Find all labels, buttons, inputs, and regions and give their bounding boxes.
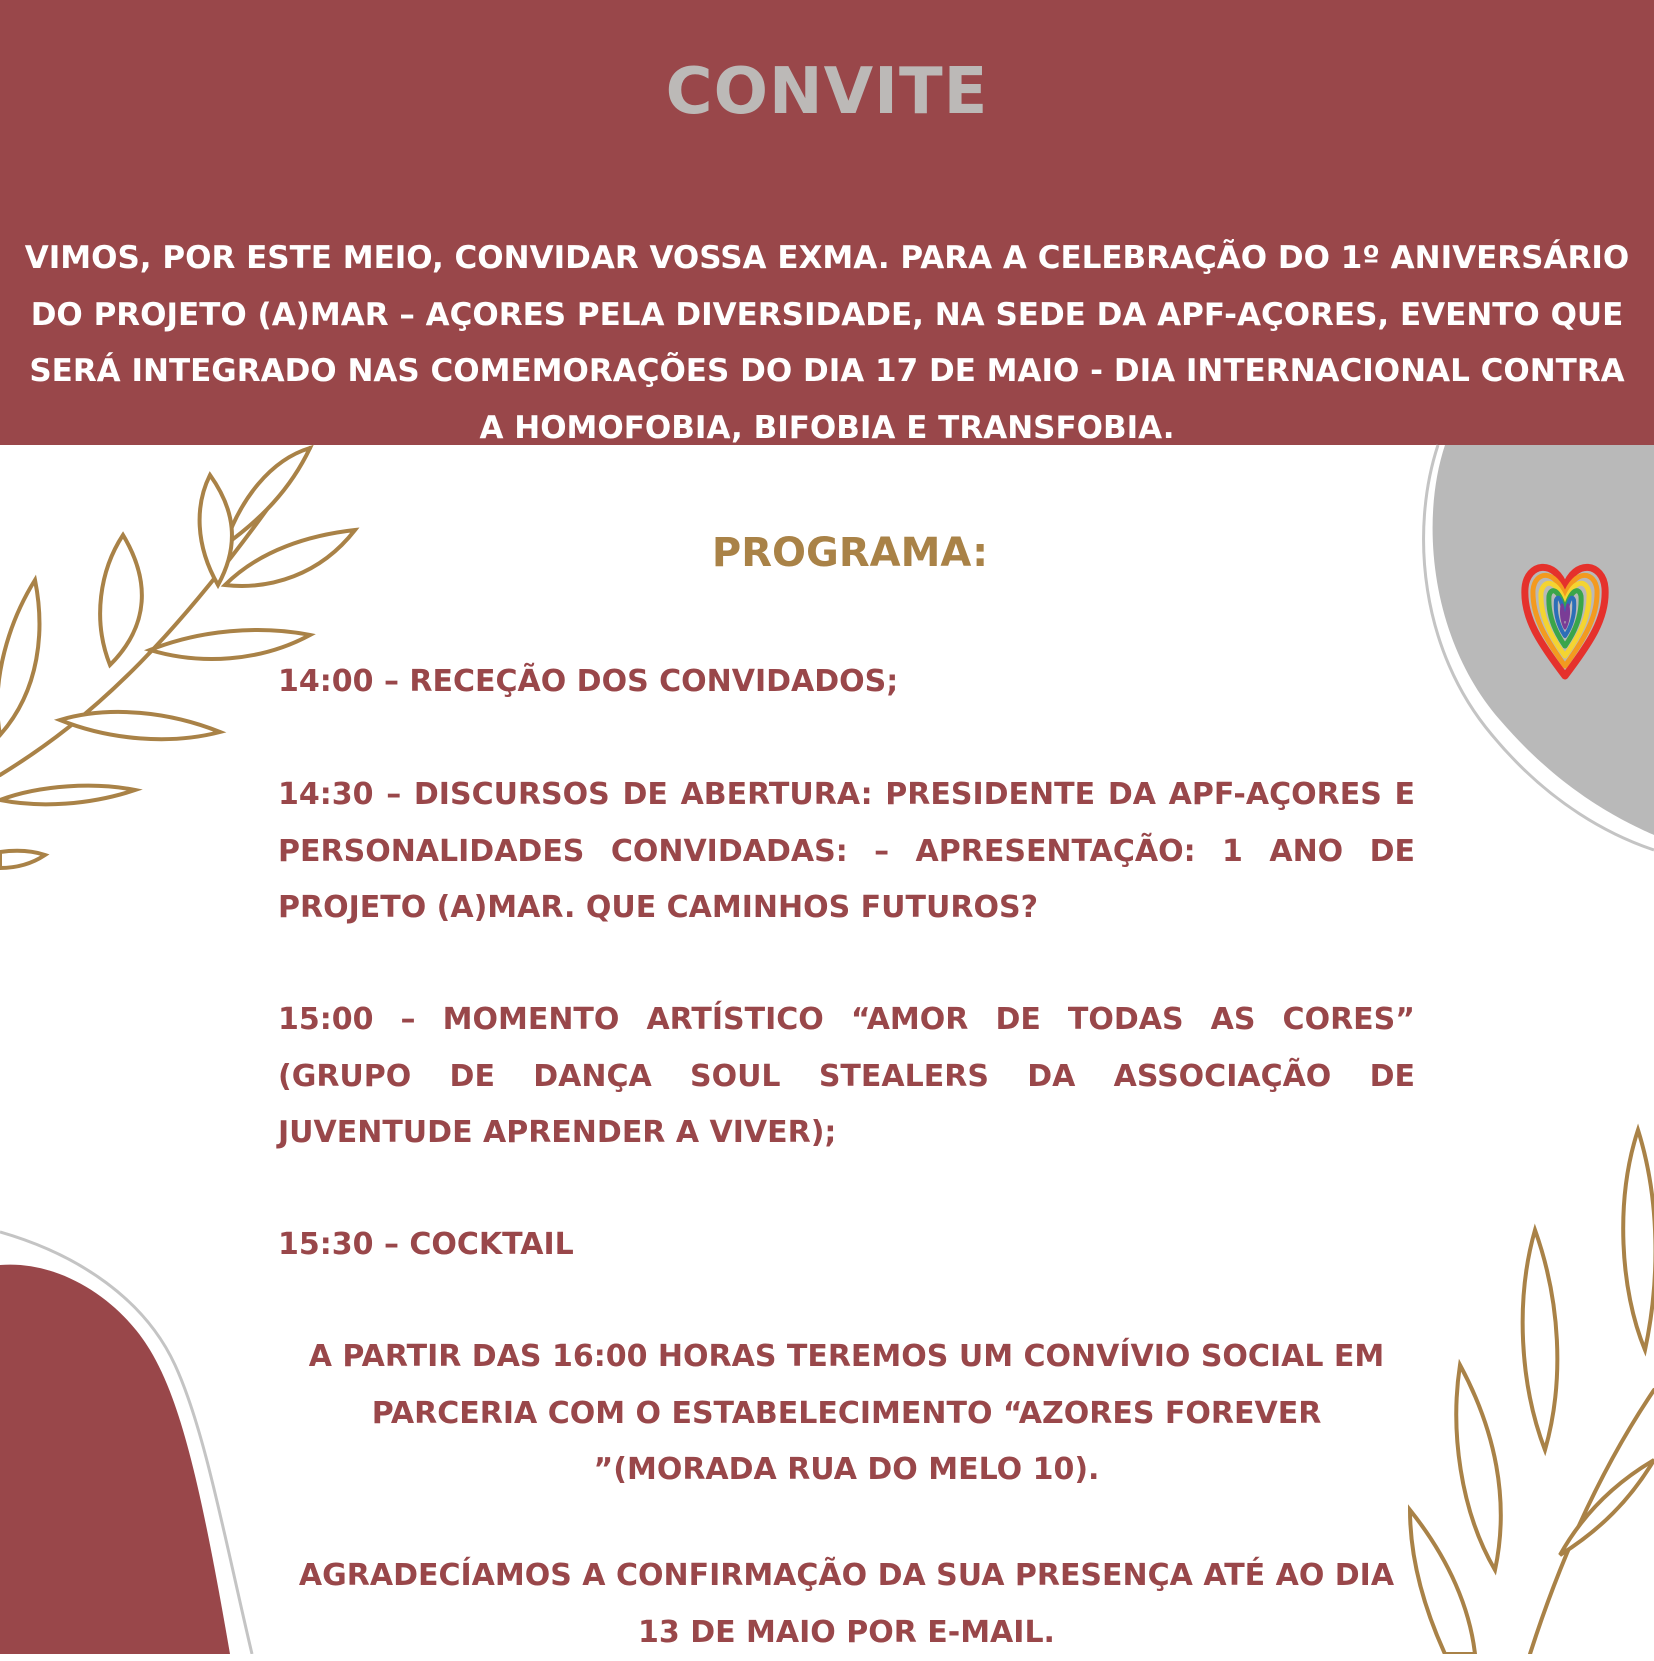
program-item: 15:30 – COCKTAIL <box>278 1227 574 1262</box>
invite-intro-text: VIMOS, POR ESTE MEIO, CONVIDAR VOSSA EXMA. PARA A CELEBRAÇÃO DO 1º ANIVERSÁRIO DO PROJETO (A)MAR – AÇORES PELA DIVERSIDADE, NA SEDE DA APF-AÇORES, EVENTO QUE SERÁ INTEGRADO NAS COMEMORAÇÕES DO DIA 17 DE MAIO - DIA INTERNACIONAL CONTRA A HOMOFOBIA, BIFOBIA E TRANSFOBIA. <box>24 240 1630 446</box>
program-title: PROGRAMA: <box>711 530 989 576</box>
program-item: 15:00 – MOMENTO ARTÍSTICO “AMOR DE TODAS AS CORES” (GRUPO DE DANÇA SOUL STEALERS DA ASSOCIAÇÃO DE JUVENTUDE APRENDER A VIVER); <box>278 1002 1415 1150</box>
program-item: 14:00 – RECEÇÃO DOS CONVIDADOS; <box>278 664 899 699</box>
invite-title: CONVITE <box>665 55 989 129</box>
rsvp-note: AGRADECÍAMOS A CONFIRMAÇÃO DA SUA PRESENÇA ATÉ AO DIA 13 DE MAIO POR E-MAIL. <box>298 1558 1395 1650</box>
program-item: 14:30 – DISCURSOS DE ABERTURA: PRESIDENTE DA APF-AÇORES E PERSONALIDADES CONVIDADAS: – APRESENTAÇÃO: 1 ANO DE PROJETO (A)MAR. QUE CAMINHOS FUTUROS? <box>278 777 1415 925</box>
leaf-branch-icon <box>1410 1130 1654 1654</box>
social-note: A PARTIR DAS 16:00 HORAS TEREMOS UM CONVÍVIO SOCIAL EM PARCERIA COM O ESTABELECIMENTO “AZORES FOREVER ”(MORADA RUA DO MELO 10). <box>308 1339 1385 1487</box>
burgundy-blob <box>0 1265 230 1654</box>
